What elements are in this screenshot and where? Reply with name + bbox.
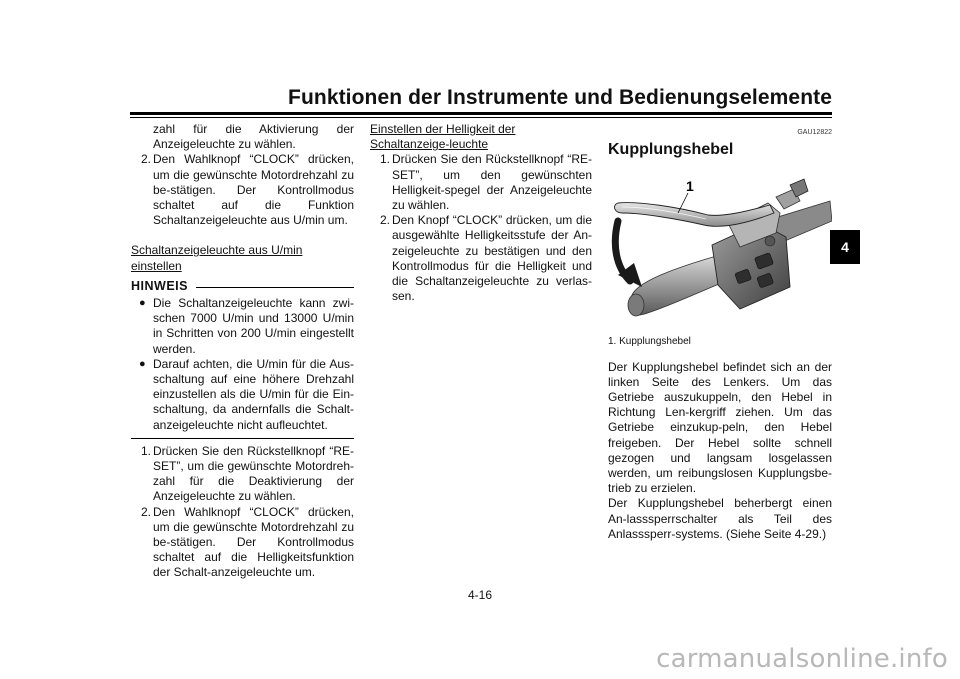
step-item xyxy=(131,152,354,228)
header-rule-thin xyxy=(130,117,832,118)
watermark-text: carmanualsonline.info xyxy=(656,644,948,674)
clutch-lever-figure xyxy=(608,163,832,331)
column-right xyxy=(608,122,832,542)
bullet-icon: ● xyxy=(139,357,146,370)
step-text: Den Wahlknopf “CLOCK” drücken, um die gewünschte Motordrehzahl zu be-stätigen. Der Kontrollmodus schaltet auf die Funktion Schaltanzeigeleuchte aus U/min um. xyxy=(153,152,354,228)
step-number: 1. xyxy=(379,152,390,167)
step-item xyxy=(131,505,354,581)
chapter-tab[interactable]: 4 xyxy=(830,230,860,264)
step-number: 1. xyxy=(140,443,151,458)
section-title: Kupplungshebel xyxy=(608,141,734,159)
step-number: 2. xyxy=(140,504,151,519)
step-text: Den Knopf “CLOCK” drücken, um die ausgewählte Helligkeitsstufe der An-zeigeleuchte zu bestätigen und den Kontrollmodus für die Helligkeit und die Schaltanzeigeleuchte zu verlas-sen. xyxy=(392,213,592,304)
bullet-text: Die Schaltanzeigeleuchte kann zwi-schen 7000 U/min und 13000 U/min in Schritten von 200 U/min eingestellt werden. xyxy=(153,296,354,356)
subheading: Einstellen der Helligkeit der Schaltanzeige-leuchte xyxy=(370,122,516,152)
note-title: HINWEIS xyxy=(131,278,188,293)
body-paragraph: Der Kupplungshebel befindet sich an der linken Seite des Lenkers. Um das Getriebe auszukuppeln, den Hebel in Richtung Len-kergriff ziehen. Um das Getriebe einzukup-peln, den Hebel freigeben. Der Hebel sollte schnell gezogen und langsam losgelassen werden, um reibungslosen Kupplungsbe-trieb zu erzielen. xyxy=(608,359,832,496)
column-middle xyxy=(370,122,592,304)
note-header xyxy=(131,279,354,294)
step-text: Den Wahlknopf “CLOCK” drücken, um die gewünschte Motordrehzahl zu be-stätigen. Der Kontrollmodus schaltet auf die Helligkeitsfunktion der Schalt-anzeigeleuchte um. xyxy=(153,504,354,580)
page-number: 4-16 xyxy=(467,588,493,602)
bullet-icon: ● xyxy=(139,297,146,310)
reference-code: GAU12822 xyxy=(797,129,832,136)
note-bullet xyxy=(131,296,354,357)
column-left xyxy=(131,122,354,581)
figure-caption: 1. Kupplungshebel xyxy=(608,336,691,348)
note-bullet xyxy=(131,357,354,433)
step-number: 2. xyxy=(140,152,151,167)
step-number: 2. xyxy=(379,213,390,228)
subheading: Schaltanzeigeleuchte aus U/min einstellen xyxy=(131,243,303,273)
step-text: Drücken Sie den Rückstellknopf “RE-SET”, um den gewünschten Helligkeit-spegel der Anzeigeleuchte zu wählen. xyxy=(392,152,592,213)
body-paragraph: Der Kupplungshebel beherbergt einen An-lasssperrschalter als Teil des Anlasssperr-systems. (Siehe Seite 4-29.) xyxy=(608,496,832,541)
step-item xyxy=(370,213,592,304)
bullet-text: Darauf achten, die U/min für die Aus-schaltung auf eine höhere Drehzahl einzustellen als die U/min für die Ein-schaltung, da andernfalls die Schalt-anzeigeleuchte nicht aufleuchtet. xyxy=(153,356,354,432)
clutch-lever-illustration xyxy=(608,163,832,331)
header-rule xyxy=(130,112,832,115)
step-text: Drücken Sie den Rückstellknopf “RE-SET”, um die gewünschte Motordreh-zahl für die Deaktivierung der Anzeigeleuchte zu wählen. xyxy=(153,443,354,504)
step-continuation: zahl für die Aktivierung der Anzeigeleuchte zu wählen. xyxy=(153,122,354,152)
step-item xyxy=(131,444,354,505)
step-item xyxy=(370,152,592,213)
page-title: Funktionen der Instrumente und Bedienungselemente xyxy=(288,86,832,109)
figure-callout-label: 1 xyxy=(686,178,694,195)
note-end-rule xyxy=(131,438,354,439)
note-rule xyxy=(196,287,354,288)
